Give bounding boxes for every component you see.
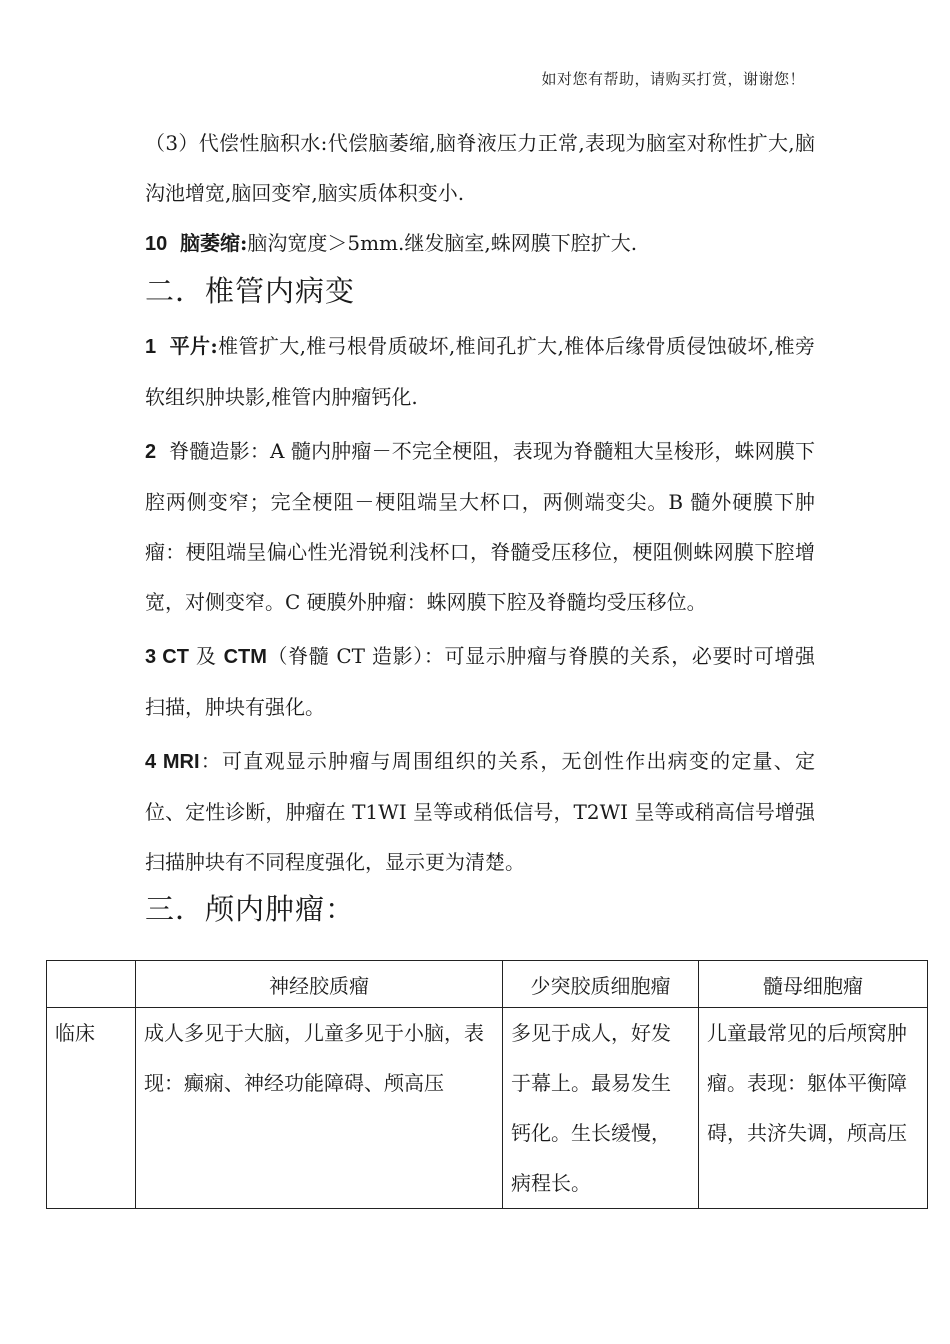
table-header-cell: 髓母细胞瘤 [699,961,928,1008]
paragraph-plain-film [145,321,815,422]
header-note: 如对您有帮助，请购买打赏，谢谢您！ [541,70,805,88]
item-text: 椎管扩大,椎弓根骨质破坏,椎间孔扩大,椎体后缘骨质侵蚀破坏,椎旁软组织肿块影,椎管内肿瘤钙化. [145,334,815,409]
table-cell: 儿童最常见的后颅窝肿瘤。表现：躯体平衡障碍，共济失调，颅高压 [699,1008,928,1209]
paragraph-compensatory-hydrocephalus: （3）代偿性脑积水:代偿脑萎缩,脑脊液压力正常,表现为脑室对称性扩大,脑沟池增宽,脑回变窄,脑实质体积变小. [145,131,815,205]
item-connector: 及 [195,644,224,668]
table-cell: 多见于成人，好发于幕上。最易发生钙化。生长缓慢，病程长。 [503,1008,699,1209]
item-text: （脊髓 CT 造影）：可显示肿瘤与脊膜的关系，必要时可增强扫描，肿块有强化。 [145,644,816,719]
item-text: 脊髓造影：A 髓内肿瘤－不完全梗阻，表现为脊髓粗大呈梭形，蛛网膜下腔两侧变窄；完全梗阻－梗阻端呈大杯口，两侧端变尖。B 髓外硬膜下肿瘤：梗阻端呈偏心性光滑锐利浅杯口，脊髓受压移位，梗阻侧蛛网膜下腔增宽，对侧变窄。C 硬膜外肿瘤：蛛网膜下腔及脊髓均受压移位。 [145,439,815,614]
section-heading-intracranial: 三．颅内肿瘤： [145,892,356,926]
table-row [47,1008,928,1209]
table-header-cell [47,961,136,1008]
document-body [145,118,815,931]
item-number: 2 [145,441,157,463]
item-number: 10 [145,233,168,255]
item-label: 脑萎缩: [179,231,248,255]
table-header-cell: 神经胶质瘤 [136,961,503,1008]
table-cell: 成人多见于大脑，儿童多见于小脑，表现：癫痫、神经功能障碍、颅高压 [136,1008,503,1209]
item-text: ：可直观显示肿瘤与周围组织的关系，无创性作出病变的定量、定位、定性诊断，肿瘤在 T1WI 呈等或稍低信号，T2WI 呈等或稍高信号增强扫描肿块有不同程度强化，显示更为清楚。 [145,749,815,874]
table-row-label: 临床 [47,1008,136,1209]
item-number: 3 CT [145,646,189,668]
table-header-row [47,961,928,1008]
item-text: 脑沟宽度＞5mm.继发脑室,蛛网膜下腔扩大. [247,231,638,255]
table-header-cell: 少突胶质细胞瘤 [503,961,699,1008]
paragraph-myelography [145,426,815,627]
paragraph-mri [145,736,815,887]
item-label-ctm: CTM [223,646,267,668]
paragraph-ct-ctm [145,631,815,732]
tumor-comparison-table [46,960,928,1209]
paragraph-brain-atrophy [145,218,815,269]
item-label: 平片: [169,334,218,358]
section-heading-spinal: 二．椎管内病变 [145,274,356,308]
item-number: 4 MRI [145,751,200,773]
item-number: 1 [145,336,157,358]
